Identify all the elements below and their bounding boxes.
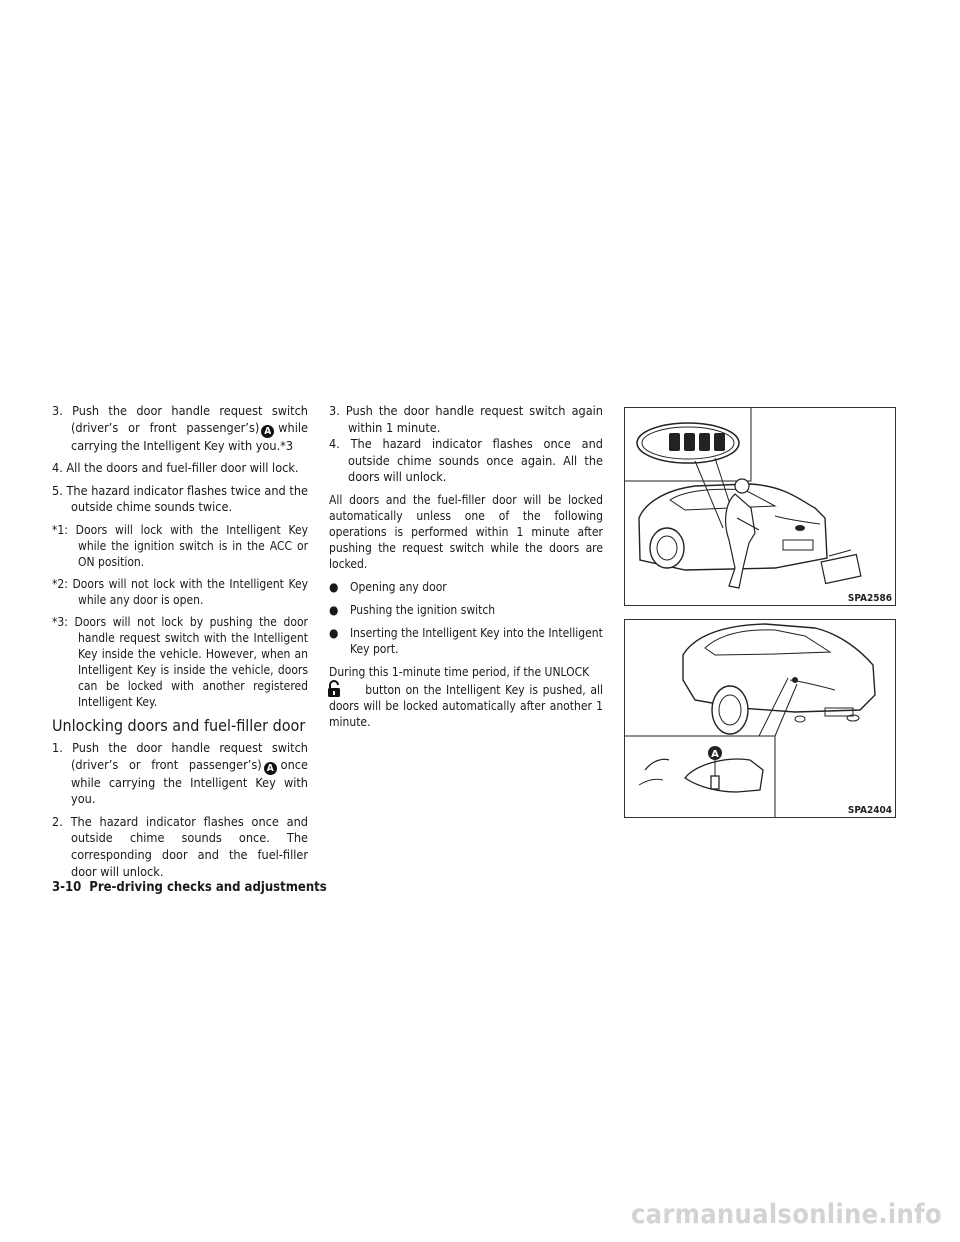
footnote-1: *1: Doors will lock with the Intelligent Key while the ignition switch is in the ACC or ON position.: [52, 522, 308, 569]
auto-lock-paragraph: All doors and the fuel-filler door will be locked automatically unless one of the following operations is performed within 1 minute after pushing the request switch while the doors are locked.: [329, 492, 603, 571]
figure-door-handle-switch: [624, 619, 896, 818]
lock-step-3: 3. Push the door handle request switch (driver’s or front passenger’s) A while carrying the Intelligent Key with you.*3: [52, 403, 308, 453]
bullet-item: ● Inserting the Intelligent Key into the Intelligent Key port.: [329, 625, 603, 656]
unlock-step-3: 3. Push the door handle request switch again within 1 minute.: [329, 403, 603, 435]
figure-label: SPA2404: [847, 805, 892, 816]
unlock-step-1: 1. Push the door handle request switch (driver’s or front passenger’s) A once while carrying the Intelligent Key with you.: [52, 739, 308, 807]
figure-label: SPA2586: [847, 593, 892, 604]
lock-step-5: 5. The hazard indicator flashes twice and the outside chime sounds twice.: [52, 482, 308, 515]
unlock-icon: [327, 680, 341, 698]
page-number: 3-10: [52, 880, 82, 895]
callout-a-label: A: [711, 749, 719, 760]
figure-key-fob-door-handle: [624, 407, 896, 606]
footnote-3: *3: Doors will not lock by pushing the door handle request switch with the Intelligent Key inside the vehicle. However, when an Intelligent Key is inside the vehicle, doors can be locked with another registered Intelligent Key.: [52, 614, 308, 709]
bullet-icon: ●: [329, 579, 339, 594]
section-heading: Unlocking doors and fuel-filler door: [52, 715, 306, 735]
section-title: Pre-driving checks and adjustments: [89, 880, 327, 895]
car-door-handle-illustration: [625, 620, 895, 817]
bullet-item: ● Opening any door: [329, 579, 447, 594]
closing-paragraph: During this 1-minute time period, if the UNLOCK button on the Intelligent Key is pushed, all doors will be locked automatically after another 1 minute.: [329, 664, 603, 729]
bullet-icon: ●: [329, 602, 339, 617]
watermark: carmanualsonline.info: [630, 1199, 942, 1230]
callout-a-icon: A: [264, 762, 277, 775]
page-footer: [52, 880, 327, 895]
key-fob-car-illustration: [625, 408, 895, 605]
callout-a-icon: A: [261, 425, 274, 438]
unlock-step-2: 2. The hazard indicator flashes once and outside chime sounds once. The corresponding door and the fuel-filler door will unlock.: [52, 813, 308, 879]
left-column: [52, 403, 308, 886]
footnote-2: *2: Doors will not lock with the Intelligent Key while any door is open.: [52, 576, 308, 607]
right-column: [329, 403, 603, 737]
unlock-step-4: 4. The hazard indicator flashes once and outside chime sounds once again. All the doors will unlock.: [329, 436, 603, 485]
lock-step-4: 4. All the doors and fuel-filler door will lock.: [52, 460, 299, 476]
bullet-item: ● Pushing the ignition switch: [329, 602, 496, 617]
bullet-icon: ●: [329, 625, 339, 640]
